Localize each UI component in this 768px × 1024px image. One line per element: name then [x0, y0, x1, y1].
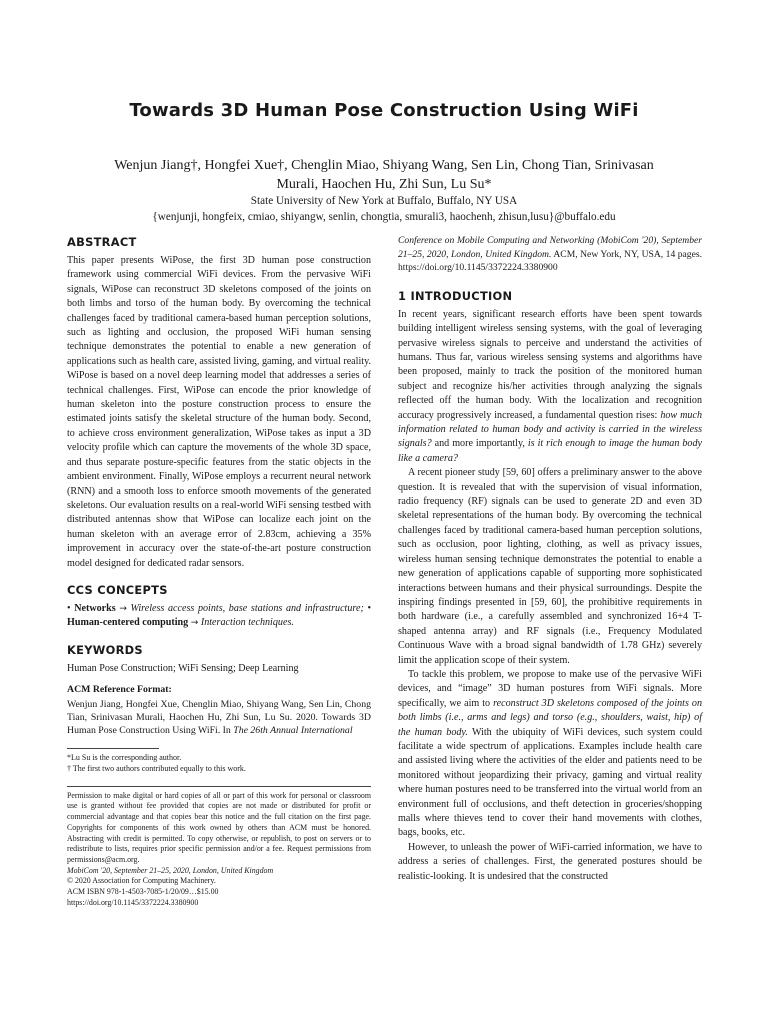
introduction-heading: 1 INTRODUCTION — [398, 288, 513, 303]
intro-paragraph-3 — [398, 668, 702, 841]
acm-ref-text — [67, 698, 371, 738]
acm-ref-venue: The 26th Annual International — [233, 725, 353, 737]
acm-ref-cont-text: ACM, New York, NY, USA, 14 pages. https://doi.org/10.1145/3372224.3380900 — [398, 248, 702, 274]
acm-ref-continued — [398, 234, 702, 275]
intro-paragraph-4: However, to unleash the power of WiFi-carried information, we have to address a series of challenges. First, the generated postures should be realistic-looking. It is undesired that the constructed — [398, 841, 702, 882]
permission-venue — [67, 866, 371, 877]
acm-ref-cont-venue: Conference on Mobile Computing and Networking (MobiCom '20), September 21–25, 2020, London, United Kingdom. — [398, 235, 702, 260]
right-column — [398, 234, 702, 884]
ccs-hcc-detail: Interaction techniques. — [200, 617, 294, 629]
arrow-icon: → — [119, 603, 127, 614]
paper-title: Towards 3D Human Pose Construction Using WiFi — [129, 100, 639, 121]
arrow-icon: → — [190, 618, 199, 629]
permission-rule — [67, 786, 371, 787]
doi-link[interactable]: https://doi.org/10.1145/3372224.3380900 — [67, 897, 199, 907]
footnote-equal: † The first two authors contributed equally to this work. — [67, 763, 246, 773]
ccs-bullet: • — [67, 602, 71, 614]
intro-p1-question-2: is it rich enough to image the human body like a camera? — [398, 438, 702, 464]
intro-p3-text: To tackle this problem, we propose to make use of the pervasive WiFi devices, and “image” 3D human postures from WiFi signals. More specifically, we aim to — [398, 668, 702, 709]
keywords-text: Human Pose Construction; WiFi Sensing; Deep Learning — [67, 662, 299, 674]
permission-notice: Permission to make digital or hard copies of all or part of this work for personal or classroom use is granted without fee provided that copies are not made or distributed for profit or commercial advantage and that copies bear this notice and the full citation on the first page. Copyrights for components of this work owned by others than ACM must be honored. Abstracting with credit is permitted. To copy otherwise, or republish, to post on servers or to redistribute to lists, requires prior specific permission and/or a fee. Request permissions from permissions@acm.org. — [67, 790, 371, 864]
acm-ref-label: ACM Reference Format: — [67, 684, 172, 696]
footnote-rule — [67, 748, 159, 749]
intro-p3-goal: reconstruct 3D skeletons composed of the joints on both limbs (i.e., arms and legs) and torso (e.g., shoulders, waist, hip) of the human body. — [398, 697, 702, 738]
author-line-2: Murali, Haochen Hu, Zhi Sun, Lu Su* — [276, 177, 492, 192]
affiliation-block — [40, 193, 728, 225]
isbn-line: ACM ISBN 978-1-4503-7085-1/20/09…$15.00 — [67, 887, 219, 897]
author-list — [80, 156, 688, 194]
ccs-hcc: Human-centered computing — [67, 617, 189, 629]
left-column — [67, 234, 371, 909]
intro-p3-rest: With the ubiquity of WiFi devices, such system could facilitate a wide spectrum of applications. Examples include health care and assisted living where the activities of the elder and patients need to be monitored without jeopardizing their privacy, gaming and virtual reality where human postures need to be transferred into the virtual world from an environment full of occlusions, and theft detection in groceries/shopping malls where thieves tend to cover their hand movements with clothes, bags, books, etc. — [398, 726, 702, 839]
acm-ref-body: Wenjun Jiang, Hongfei Xue, Chenglin Miao, Shiyang Wang, Sen Lin, Chong Tian, Srinivasan Murali, Haochen Hu, Zhi Sun, Lu Su. 2020. Towards 3D Human Pose Construction Using WiFi. In — [67, 698, 371, 737]
footnote-corresponding: *Lu Su is the corresponding author. — [67, 752, 182, 762]
abstract-text: This paper presents WiPose, the first 3D human pose construction framework using commercial WiFi devices. From the pervasive WiFi signals, WiPose can reconstruct 3D skeletons composed of the joints on both limbs and torso of the human body. By overcoming the technical challenges faced by traditional camera-based human perception solutions, such as lighting and occlusion, the proposed WiFi human sensing technique demonstrates the potential to enable a new generation of applications such as health care, assisted living, gaming, and virtual reality. WiPose is based on a novel deep learning model that addresses a series of technical challenges. First, WiPose can encode the prior knowledge of human skeleton into the posture construction process to ensure the estimated joints satisfy the skeletal structure of the human body. Second, to achieve cross environment generalization, WiPose takes as input a 3D velocity profile which can capture the movements of the whole 3D space, and thus separate posture-specific features from the static objects in the ambient environment. Finally, WiPose employs a recurrent neural network (RNN) and a smooth loss to enforce smooth movements of the generated skeletons. Our evaluation results on a real-world WiFi sensing testbed with distributed antennas show that WiPose can localize each joint on the human skeleton with an average error of 2.83cm, achieving a 35% improvement in accuracy over the state-of-the-art posture construction model designed for dedicated radar sensors. — [67, 255, 371, 569]
ccs-bullet: • — [367, 602, 371, 614]
ccs-heading: CCS CONCEPTS — [67, 582, 168, 597]
copyright-line: © 2020 Association for Computing Machinery. — [67, 876, 216, 886]
author-line-1: Wenjun Jiang†, Hongfei Xue†, Chenglin Miao, Shiyang Wang, Sen Lin, Chong Tian, Srinivasan — [114, 158, 654, 173]
affiliation: State University of New York at Buffalo, Buffalo, NY USA — [250, 195, 518, 207]
intro-p1-text: In recent years, significant research efforts have been spent towards building intelligent wireless sensing systems, with the goal of leveraging pervasive wireless signals to perceive and understand the activities of humans. Thus far, various wireless sensing systems and algorithms have been proposed, mainly to track the position of the monitored human subject and recognize his/her activities through analyzing the signals reflected off the human body. With the localization and recognition accuracy progressively increased, a fundamental question rises: — [398, 308, 702, 421]
intro-p1-connector: and more importantly, — [434, 438, 525, 450]
intro-paragraph-2: A recent pioneer study [59, 60] offers a preliminary answer to the above question. It is revealed that with the supervision of visual information, radio frequency (RF) signals can be used to generate 2D and even 3D skeletal representations of the human body. By overcoming the technical challenges faced by traditional camera-based human perception solutions, such as occlusion, poor lighting, clothing, as well as privacy issues, wireless human sensing technique demonstrates the potential to enable a new generation of applications capable of supporting more sophisticated interactions between humans and their physical surroundings. Despite the inspiring findings presented in [59, 60], the prohibitive requirements in both hardware (i.e., a carefully assembled and synchronized 16+4 T-shaped antenna array) and RF signals (i.e., Frequency Modulated Continuous Wave with a broad signal bandwidth of 1.78 GHz) severely limit the application scope of their system. — [398, 467, 702, 666]
ccs-networks: Networks — [74, 602, 116, 614]
abstract-heading: ABSTRACT — [67, 235, 137, 249]
keywords-heading: KEYWORDS — [67, 642, 143, 657]
intro-paragraph-1 — [398, 308, 702, 466]
ccs-networks-detail: Wireless access points, base stations and infrastructure; — [130, 602, 364, 614]
intro-p1-question-1: how much information related to human body and activity is carried in the wireless signals? — [398, 409, 702, 450]
author-emails: {wenjunji, hongfeix, cmiao, shiyangw, senlin, chongtia, smurali3, haochenh, zhisun,lusu}@buffalo.edu — [152, 211, 616, 223]
permission-venue-text: MobiCom '20, September 21–25, 2020, London, United Kingdom — [67, 865, 274, 875]
ccs-concepts — [67, 602, 371, 631]
